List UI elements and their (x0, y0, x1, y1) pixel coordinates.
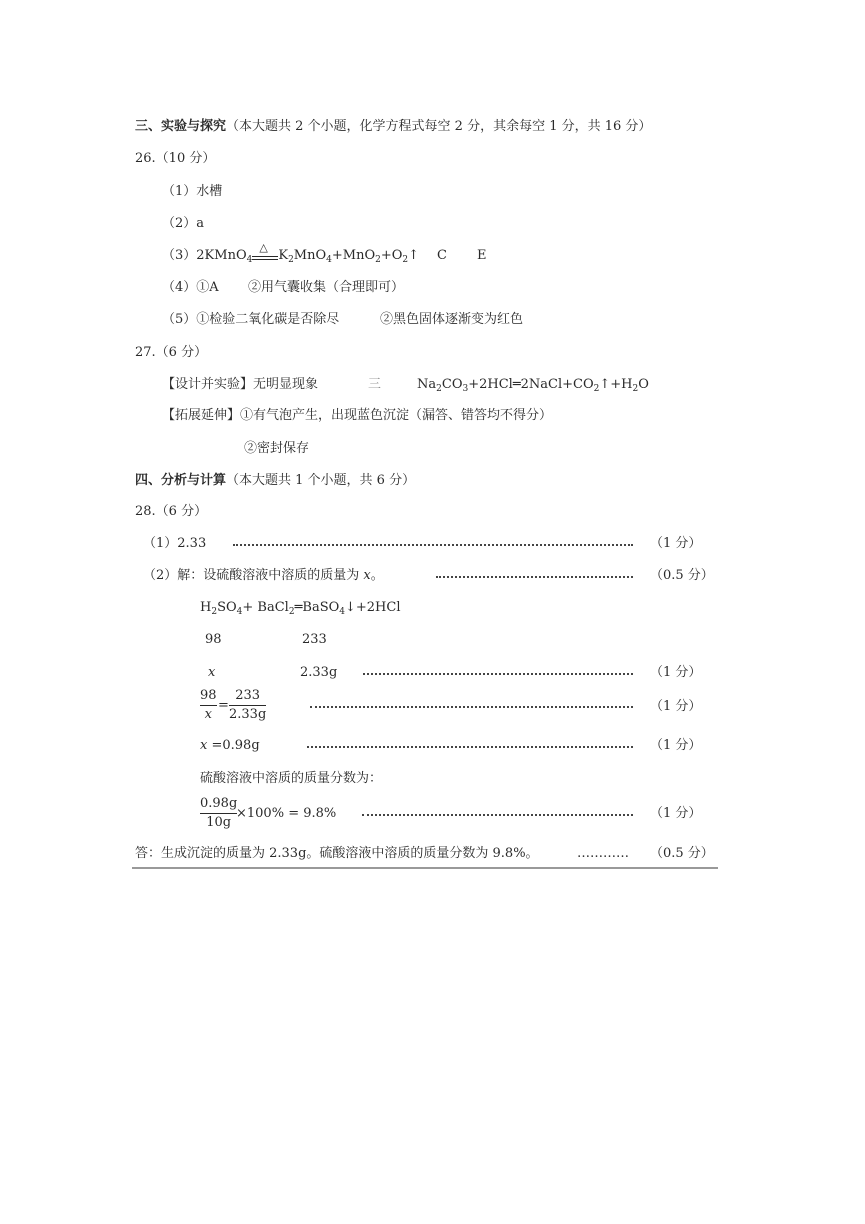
row2-end: 。 (370, 568, 384, 583)
q27-equation (417, 376, 649, 394)
eq-sub: 2 (211, 607, 218, 617)
eq-sub: 2 (402, 255, 409, 265)
eq-sub: 4 (339, 607, 345, 617)
section-title: 四、分析与计算 (135, 473, 227, 488)
eq-sub: 4 (236, 607, 243, 617)
var-x (208, 664, 215, 682)
eq-text: + BaCl (242, 600, 289, 615)
fraction-98-x (200, 688, 217, 723)
eq-text: +MnO (331, 248, 376, 263)
variable-x: x (363, 568, 371, 583)
variable-x: x (200, 738, 208, 753)
eq-text: MnO (293, 248, 327, 263)
eq-text: （3）2KMnO (162, 248, 247, 263)
q28-equation (200, 599, 401, 617)
eq-sub: 2 (436, 384, 442, 394)
q27-design-num: 三 (368, 377, 382, 392)
q27-extension-2: ②密封保存 (244, 441, 310, 456)
dot-leader (436, 576, 633, 578)
eq-sub: 3 (462, 384, 469, 394)
denominator: 10g (206, 815, 232, 830)
section-title: 三、实验与探究 (135, 119, 227, 134)
q26-part2: （2）a (162, 216, 205, 231)
design-text: 无明显现象 (253, 377, 319, 392)
points-label: （0.5 分） (650, 568, 714, 583)
extension-label: 【拓展延伸】 (162, 408, 241, 423)
fraction-233-2.33g (229, 688, 266, 723)
q26-part4a: （4）①A (162, 280, 219, 295)
section-desc: （本大题共 1 个小题，共 6 分） (226, 473, 416, 488)
heat-equals-sign (252, 241, 278, 265)
eq-sub: 4 (326, 255, 332, 265)
answer-dots: ………… (577, 846, 629, 861)
section-3-heading (135, 118, 651, 136)
points-label: （1 分） (650, 806, 702, 821)
heat-triangle-icon: △ (259, 241, 268, 254)
section-4-heading (135, 472, 415, 490)
eq-sub: 2 (593, 384, 600, 394)
eq-sub: 2 (632, 384, 639, 394)
eq-text: +2HCl═2NaCl+CO (468, 377, 594, 392)
molar-mass-233: 233 (302, 632, 327, 647)
dot-leader (233, 544, 633, 546)
points-label: （1 分） (650, 699, 702, 714)
points-label: （1 分） (650, 536, 702, 551)
eq-sub: 2 (288, 255, 294, 265)
equals-sign: = (218, 698, 229, 713)
eq-text: ↑+H (599, 377, 633, 392)
q26-answer-c: C (437, 248, 447, 263)
extension-text: ①有气泡产生，出现蓝色沉淀（漏答、错答均不得分） (240, 408, 553, 423)
molar-mass-98: 98 (205, 632, 222, 647)
mass-2.33g: 2.33g (300, 665, 338, 680)
points-label: （0.5 分） (650, 846, 714, 861)
dot-leader (307, 746, 633, 748)
q26-head: 26.（10 分） (135, 151, 216, 166)
q28-row1: （1）2.33 (143, 536, 207, 551)
eq-sub: 2 (375, 255, 381, 265)
eq-text: ↓+2HCl (345, 600, 401, 615)
eq-text: Na (417, 377, 437, 392)
dot-leader (310, 706, 633, 708)
q27-extension (162, 407, 552, 425)
mass-fraction-label: 硫酸溶液中溶质的质量分数为： (200, 771, 383, 786)
x-value: =0.98g (207, 738, 260, 753)
row2-text: （2）解：设硫酸溶液中溶质的质量为 (143, 568, 364, 583)
q28-head: 28.（6 分） (135, 504, 208, 519)
variable-x: x (208, 665, 216, 680)
up-arrow-icon: ↑ (408, 248, 420, 263)
denominator: x (204, 707, 212, 722)
design-label: 【设计并实验】 (162, 377, 254, 392)
numerator: 233 (235, 688, 261, 703)
eq-sub: 4 (246, 255, 253, 265)
fraction-0.98g-10g (200, 796, 237, 831)
q27-design (162, 376, 318, 394)
section-desc: （本大题共 2 个小题，化学方程式每空 2 分，其余每空 1 分，共 16 分） (226, 119, 652, 134)
eq-text: K (278, 248, 289, 263)
q28-row2 (143, 567, 384, 585)
final-answer: 答：生成沉淀的质量为 2.33g。硫酸溶液中溶质的质量分数为 9.8%。 (135, 846, 539, 861)
q26-part5a: （5）①检验二氧化碳是否除尽 (162, 312, 340, 327)
q26-part4b: ②用气囊收集（合理即可） (248, 280, 405, 295)
eq-text: H (200, 600, 212, 615)
eq-text: +O (380, 248, 403, 263)
dot-leader (362, 814, 633, 816)
eq-text: O (638, 377, 649, 392)
numerator: 0.98g (200, 796, 238, 811)
numerator: 98 (200, 688, 217, 703)
bottom-rule (132, 867, 718, 869)
q26-part3-equation (162, 241, 420, 265)
percent-result: ×100% = 9.8% (236, 806, 337, 821)
q26-answer-e: E (477, 248, 487, 263)
q26-part1: （1）水槽 (162, 184, 223, 199)
eq-text: SO (217, 600, 237, 615)
eq-text: ═BaSO (294, 600, 340, 615)
q26-part5b: ②黑色固体逐渐变为红色 (380, 312, 524, 327)
x-result (200, 737, 260, 755)
points-label: （1 分） (650, 738, 702, 753)
eq-text: CO (441, 377, 463, 392)
q27-head: 27.（6 分） (135, 345, 208, 360)
denominator: 2.33g (229, 707, 267, 722)
eq-sub: 2 (288, 607, 295, 617)
dot-leader (363, 673, 633, 675)
points-label: （1 分） (650, 665, 702, 680)
